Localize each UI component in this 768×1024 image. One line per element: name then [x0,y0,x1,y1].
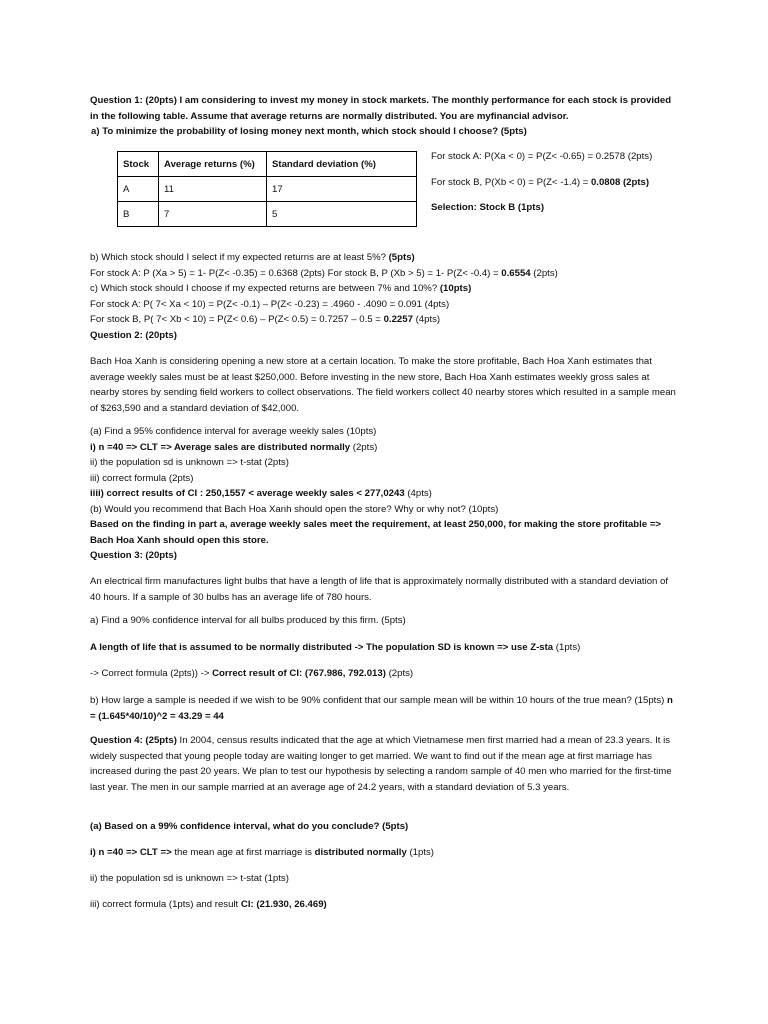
table-cell: 17 [267,177,417,202]
q1-part-c-answer-b: For stock B, P( 7< Xb < 10) = P(Z< 0.6) – P(Z< 0.5) = 0.7257 – 0.5 = 0.2257 (4pts) [90,314,441,325]
table-header-cell: Standard deviation (%) [267,152,417,177]
q2-part-b-answer: Based on the finding in part a, average weekly sales meet the requirement, at least 250,000, for making the store profitable => Bach Hoa Xanh should open this store. [90,519,662,546]
q1-side-answer-b: For stock B, P(Xb < 0) = P(Z< -1.4) = 0.0808 (2pts) [431,177,650,188]
q1-part-c-question: c) Which stock should I choose if my expected returns are between 7% and 10%? (10pts) [90,283,472,294]
q3-part-a-answer: A length of life that is assumed to be normally distributed -> The population SD is known => use Z-sta (1pts) [90,642,581,653]
table-cell: A [118,177,159,202]
table-row [118,177,417,202]
table-cell: B [118,202,159,227]
q3-part-b: b) How large a sample is needed if we wish to be 90% confident that our sample mean will be within 10 hours of the true mean? (15pts) n = (1.645*40/10)^2 = 43.29 = 44 [90,695,673,722]
q3-part-a-question: a) Find a 90% confidence interval for all bulbs produced by this firm. (5pts) [90,615,406,626]
q1-part-a-question: a) To minimize the probability of losing money next month, which stock should I choose? (5pts) [91,126,527,137]
q1-parts-b-c [90,250,680,343]
q4-step-i: i) n =40 => CLT => the mean age at first marriage is distributed normally (1pts) [90,847,434,858]
q2-step-ii: ii) the population sd is unknown => t-stat (2pts) [90,457,289,468]
q1-part-b-question: b) Which stock should I select if my expected returns are at least 5%? (5pts) [90,252,415,263]
q4-paragraph: Question 4: (25pts) In 2004, census results indicated that the age at which Vietnamese men first married had a mean of 23.3 years. It is widely suspected that young people today are waiting longer to get married. We want to find out if the mean age at first marriage has increased during the past 20 years. We plan to test our hypothesis by selecting a random sample of 40 men who married for the first-time last year. The men in our sample married at an average age of 24.2 years, with a standard deviation of 5.3 years. [90,735,672,793]
q2-step-i: i) n =40 => CLT => Average sales are distributed normally (2pts) [90,441,378,453]
q2-header: Question 2: (20pts) [90,329,177,341]
q2-answers [90,424,680,564]
table-header-cell: Stock [118,152,159,177]
q3-formula-result: -> Correct formula (2pts)) -> Correct result of CI: (767.986, 792.013) (2pts) [90,668,414,679]
q1-part-b-answer: For stock A: P (Xa > 5) = 1- P(Z< -0.35) = 0.6368 (2pts) For stock B, P (Xb > 5) = 1- P(Z< -0.4) = 0.6554 (2pts) [90,267,558,279]
table-row [118,202,417,227]
table-cell: 11 [159,177,267,202]
q2-step-iiii: iiii) correct results of CI : 250,1557 < average weekly sales < 277,0243 (4pts) [90,488,432,499]
stock-table [117,151,417,227]
q1-selection: Selection: Stock B (1pts) [431,202,545,213]
table-header-row [118,152,417,177]
table-header-cell: Average returns (%) [159,152,267,177]
q2-part-a-question: (a) Find a 95% confidence interval for average weekly sales (10pts) [90,426,377,437]
q3-header: Question 3: (20pts) [90,550,177,561]
q3-paragraph: An electrical firm manufactures light bulbs that have a length of life that is approximately normally distributed with a standard deviation of 40 hours. If a sample of 30 bulbs has an average life of 780 hours. [90,576,669,603]
table-cell: 7 [159,202,267,227]
q4-step-ii: ii) the population sd is unknown => t-stat (1pts) [90,873,289,884]
q1-part-c-answer-a: For stock A: P( 7< Xa < 10) = P(Z< -0.1) – P(Z< -0.23) = .4960 - .4090 = 0.091 (4pts) [90,298,450,310]
q2-step-iii: iii) correct formula (2pts) [90,472,194,484]
q4-part-a-question: (a) Based on a 99% confidence interval, what do you conclude? (5pts) [90,821,409,832]
q2-paragraph: Bach Hoa Xanh is considering opening a new store at a certain location. To make the store profitable, Bach Hoa Xanh estimates that average weekly sales must be at least $250,000. Before investing in the new store, Bach Hoa Xanh estimates weekly gross sales at nearby stores by sending field workers to collect observations. The field workers collect 40 nearby stores which resulted in a sample mean of $263,590 and a standard deviation of $42,000. [90,356,676,414]
q1-side-answer-a: For stock A: P(Xa < 0) = P(Z< -0.65) = 0.2578 (2pts) [431,151,653,162]
q2-part-b-question: (b) Would you recommend that Bach Hoa Xanh should open the store? Why or why not? (10pts) [90,503,499,515]
q4-step-iii: iii) correct formula (1pts) and result CI: (21.930, 26.469) [90,899,327,910]
q1-header: Question 1: (20pts) I am considering to invest my money in stock markets. The monthly performance for each stock is provided in the following table. Assume that average returns are normally distributed. You are myfinancial advisor. [90,95,672,122]
table-cell: 5 [267,202,417,227]
